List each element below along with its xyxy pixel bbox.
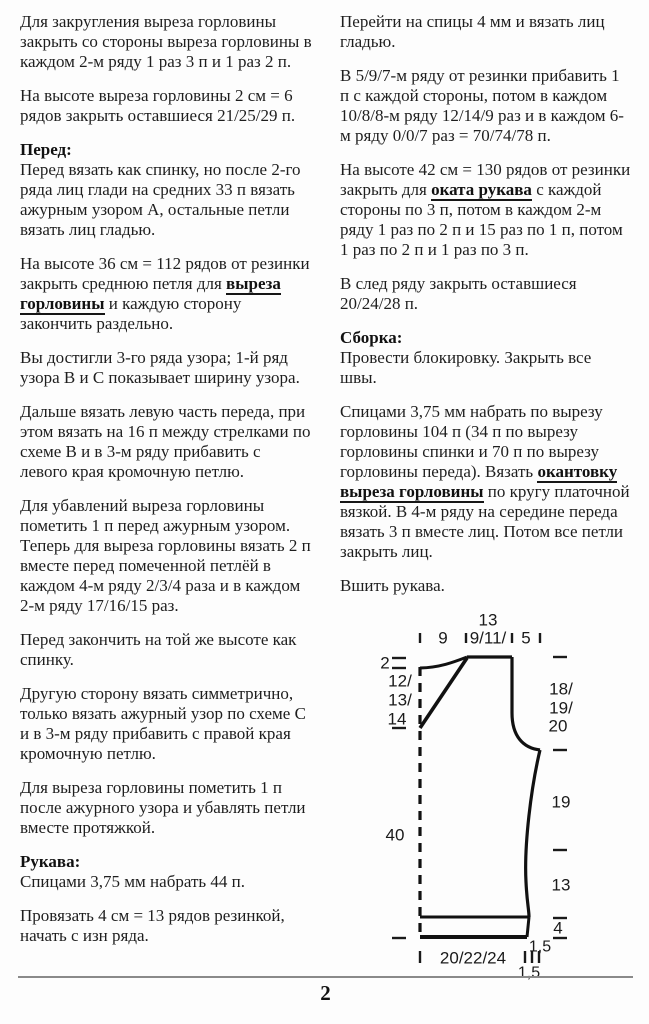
label-armhole-size1: 18/ [549, 679, 573, 699]
label-ribbing-height: 4 [553, 918, 563, 938]
paragraph-front-start: Перед вязать как спинку, но после 2-го ряда лиц глади на средних 33 п вязать ажурным узором А, остальные петли вязать лиц гладью. [20, 160, 301, 239]
page-footer [18, 976, 633, 1006]
paragraph-change-needles: Перейти на спицы 4 мм и вязать лиц гладью. [340, 12, 605, 51]
text-segment: Спицами 3,75 мм набрать по вырезу горловины 104 п (34 п по вырезу горловины спинки и 70 п по вырезу горловины переда). Вязать [340, 402, 603, 481]
text-segment: по кругу платочной вязкой. В 4-м ряду на середине переда вязать 3 п вместе лиц. Потом все петли закрыть лиц. [340, 482, 630, 561]
paragraph-front-neck [20, 254, 312, 334]
paragraph-pattern-row: Вы достигли 3-го ряда узора; 1-й ряд узора B и C показывает ширину узора. [20, 348, 300, 387]
paragraph-bindoff-remaining: В след ряду закрыть оставшиеся 20/24/28 п. [340, 274, 577, 313]
heading-assembly: Сборка: [340, 328, 403, 347]
measurement-ticks [392, 633, 567, 963]
paragraph-sleeve-increases: В 5/9/7-м ряду от резинки прибавить 1 п с каждой стороны, потом в каждом 10/8/8-м ряду 12/14/9 раз и в каждом 6-м ряду 0/0/7 раз = 70/74/78 п. [340, 66, 624, 145]
garment-schematic-diagram [340, 610, 632, 982]
paragraph-mark-stitch: Для выреза горловины пометить 1 п после ажурного узора и убавлять петли вместе протяжкой. [20, 778, 306, 837]
paragraph-neck-rounding: Для закругления выреза горловины закрыть со стороны выреза горловины в каждом 2-м ряду 1 раз 3 п и 1 раз 2 п. [20, 12, 312, 71]
paragraph-neckband [340, 402, 632, 562]
paragraph-neck-decreases: Для убавлений выреза горловины пометить 1 п перед ажурным узором. Теперь для выреза горловины вязать 2 п вместе перед помеченной петлёй в каждом 4-м ряду 2/3/4 раза и в каждом 2-м ряду 17/16/15 раз. [20, 496, 311, 615]
label-edge-right: 1,5 [528, 938, 552, 956]
label-shoulder-width: 9 [438, 628, 448, 648]
paragraph-sleeve-caston: Спицами 3,75 мм набрать 44 п. [20, 872, 245, 891]
label-vneck-size3: 14 [387, 709, 407, 729]
emphasized-neckline-term: выреза горловины [20, 274, 281, 313]
heading-sleeves: Рукава: [20, 852, 81, 871]
label-side-upper: 19 [551, 792, 571, 812]
armhole-curve-line [512, 657, 540, 750]
text-segment: и каждую сторону закончить раздельно. [20, 294, 242, 333]
ribbing-right-edge [527, 917, 529, 937]
paragraph-neck-height: На высоте выреза горловины 2 см = 6 рядов закрыть оставшиеся 21/25/29 п. [20, 86, 296, 125]
label-vneck-size2: 13/ [388, 690, 412, 710]
label-neck-width: 9/11/ [469, 628, 507, 648]
paragraph-sew-sleeves: Вшить рукава. [340, 576, 445, 595]
text-segment: с каждой стороны по 3 п, потом в каждом 2-м ряду 1 раз по 2 п и 15 раз по 1 п, потом 1 раз по 2 п и 1 раз по 3 п. [340, 180, 623, 259]
label-armhole-size2: 19/ [549, 698, 573, 718]
left-column [20, 12, 312, 982]
side-seam-line [526, 750, 540, 917]
paragraph-sleeve-ribbing: Провязать 4 см = 13 рядов резинкой, начать с изн ряда. [20, 906, 285, 945]
label-edge-bottom: 1,5 [517, 964, 541, 982]
paragraph-sleeve-cap [340, 160, 632, 260]
label-body-length: 40 [385, 825, 405, 845]
text-segment: На высоте 36 см = 112 рядов от резинки закрыть среднюю петля для [20, 254, 310, 293]
page-number: 2 [320, 981, 331, 1005]
emphasized-neckband-term: окантовку выреза горловины [340, 462, 618, 501]
paragraph-left-front: Дальше вязать левую часть переда, при этом вязать на 16 п между стрелками по схеме B и в 3-м ряду прибавить с левого края кромочную петлю. [20, 402, 311, 481]
right-column [340, 12, 632, 982]
label-bottom-width: 20/22/24 [439, 948, 507, 968]
paragraph-blocking: Провести блокировку. Закрыть все швы. [340, 348, 592, 387]
label-neck-drop: 2 [380, 653, 390, 673]
text-segment: На высоте 42 см = 130 рядов от резинки закрыть для [340, 160, 631, 199]
heading-front: Перед: [20, 140, 72, 159]
label-top-right-width: 5 [521, 628, 531, 648]
label-armhole-size3: 20 [548, 716, 568, 736]
label-top-width: 13 [478, 610, 498, 630]
emphasized-sleevecap-term: оката рукава [431, 180, 532, 199]
paragraph-other-side: Другую сторону вязать симметрично, только вязать ажурный узор по схеме C и в 3-м ряду прибавить с правой края кромочную петлю. [20, 684, 306, 763]
label-vneck-size1: 12/ [388, 671, 412, 691]
label-side-lower: 13 [551, 875, 571, 895]
paragraph-front-finish: Перед закончить на той же высоте как спинку. [20, 630, 297, 669]
